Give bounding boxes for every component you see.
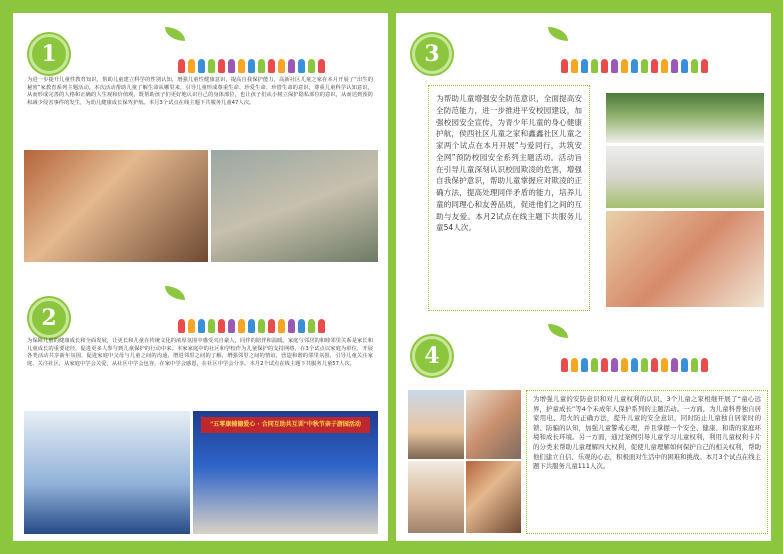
section-3-photo-bottom — [606, 211, 764, 307]
kids-row-decoration — [178, 317, 325, 333]
leaf-icon — [548, 27, 568, 41]
section-3-number-badge: 3 — [412, 34, 452, 74]
section-4-text: 为增强儿童的安防意识和对儿童权利的认识，3个儿童之家相继开展了“童心远界，护童成长”等4个未成年人保护系列的主题活动。一方面，为儿童科普独自居家用电、用火的正确方法，提升儿童的安全意识，同时防止儿童独自居家时的锁、防骗的认知，加强儿童警戒心理，并且掌握一个安全、健康、和谐的家庭环境和成长环境。另一方面，通过案例引导儿童学习儿童权利，利用儿童权利卡片的分类来帮助儿童理解四大权利，促使儿童理解如何保护自己的相关权利，帮助他们建立自信、乐观的心态，积极面对生活中的困难和挑战。本月3个试点在线主题下共服务儿童111人次。 — [533, 395, 761, 471]
section-1-photo-left — [24, 150, 208, 262]
section-1-text: 为进一步提升儿童性教育知识，帮助儿童建立科学的性别认知，增强儿童性健康意识，提高自我保护能力，高新社区儿童之家在本月开展了“出生的秘密”家教育系列主题活动。本次活动帮助儿童了解生命从哪里来，引导儿童形成尊重生命、珍爱生命、珍惜生命的意识，尊重儿童科学认知意识，从而形成完善的人格和正确的人生观和价值观，既帮助孩子们更好地认识自己的身体部位，也让孩子们从小树立保护隐私部位的意识，从而达到预防和减少侵害事件的发生，为幼儿健康成长保驾护航。本月3个试点在线主题下共服务儿童47人次。 — [27, 77, 373, 107]
leaf-icon — [165, 286, 185, 300]
leaf-icon — [165, 27, 185, 41]
leaf-icon — [548, 324, 568, 338]
section-4-photo-2 — [466, 390, 521, 459]
section-2-photo-right — [193, 411, 378, 534]
section-4-photo-3 — [408, 461, 464, 533]
kids-row-decoration — [561, 57, 708, 73]
section-3-photo-top — [606, 93, 764, 143]
center-fold — [388, 0, 396, 554]
left-page — [13, 13, 388, 541]
event-banner: "五零康辅德爱心 · 合同互助共互训"中秋节亲子游园活动 — [201, 417, 370, 433]
section-4-photo-4 — [466, 461, 521, 533]
section-4-photo-1 — [408, 390, 464, 459]
right-page — [396, 13, 771, 541]
section-3-photo-middle — [606, 146, 764, 208]
section-2-text: 为保障儿童的健康成长和全面发展，让更长和儿童在传统文化的浓厚氛围中感受夹自豪人，同伴的陪伴和温暖。家庭与邻居的和睦邻里关系是家长和儿童成长的重要途径，促进更多人参与到儿童保护的行动中来。本家家庭中的社区和学校作为儿童保护的支持网络，在3个试点以家庭为单位，开展各类活动共享新年氛围，促进家庭中父母与儿童之间的沟通，增进邻里之间的了解，增强邻里之间的情谊，营造和谐的邻里氛围，引导儿童关注家庭、关注社区，从家庭中学会关爱，从社区中学会包容，在家中学会感恩，在社区中学会分享。本月2个试点在线主题下共服务儿童57人次。 — [27, 338, 373, 368]
section-3-text: 为帮助儿童增强安全防范意识，全面提高安全防范能力，进一步推进平安校园建设，加强校园安全宣传，为青少年儿童的身心健康护航，侯西社区儿童之家和鑫鑫社区儿童之家两个试点在本月开展“与爱同行，共筑安全网”预防校园安全系列主题活动。活动旨在引导儿童深刻认识校园欺凌的危害，增强自我保护意识，帮助儿童掌握应对欺凌的正确方法，提高处理同伴矛盾的能力，培养儿童的同理心和友善品质，促进他们之间的互助与友爱。本月2试点在线主题下共服务儿童54人次。 — [436, 94, 582, 233]
section-2-photo-left — [24, 411, 190, 534]
section-2-number-badge: 2 — [29, 298, 69, 338]
kids-row-decoration — [178, 57, 325, 73]
section-1-photo-right — [211, 150, 378, 262]
section-4-number-badge: 4 — [412, 336, 452, 376]
kids-row-decoration — [561, 356, 708, 372]
section-1-number-badge: 1 — [29, 34, 69, 74]
